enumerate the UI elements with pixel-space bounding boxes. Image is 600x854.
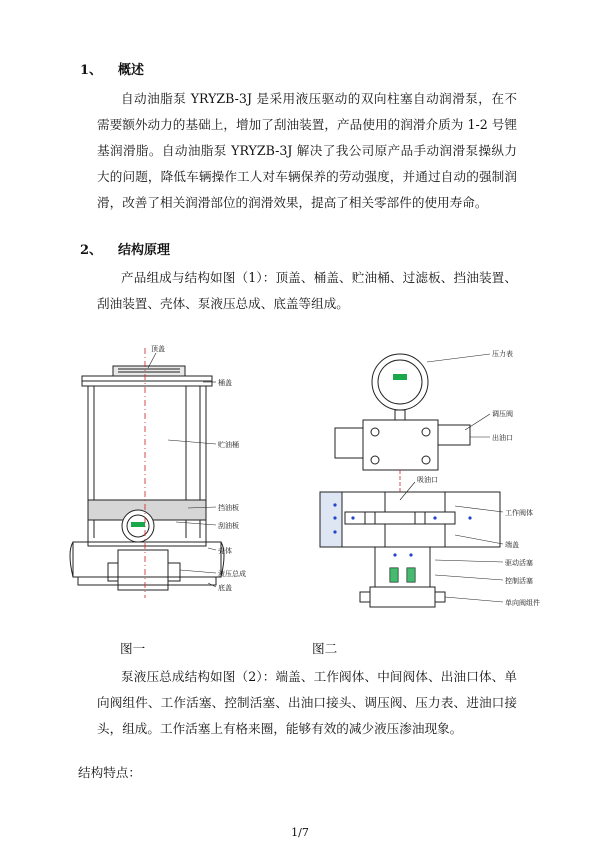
- section2-heading: [80, 239, 170, 258]
- section1-paragraph: 自动油脂泵 YRYZB-3J 是采用液压驱动的双向柱塞自动润滑泵，在不需要额外动力的基础上，增加了刮油装置，产品使用的润滑介质为 1-2 号锂基润滑脂。自动油脂泵 YRYZB-3J 解决了我公司原产品手动润滑泵操纵力大的问题，降低车辆操作工人对车辆保养的劳动强度，并通过自动的强制润滑，改善了相关润滑部位的润滑效果，提高了相关零部件的使用寿命。: [97, 91, 517, 210]
- fig2-label-regvalve: 调压阀: [492, 410, 513, 418]
- fig1-label-scraper: 刮油板: [218, 522, 239, 530]
- section3-paragraph: 泵液压总成结构如图（2）：端盖、工作阀体、中间阀体、出油口体、单向阀组件、工作活塞、控制活塞、出油口接头、调压阀、压力表、进油口接头，组成。工作活塞上有格来圈，能够有效的减少液压渗油现象。: [97, 669, 517, 736]
- figure2-drawing: [305, 340, 550, 630]
- fig1-label-top: 顶盖: [151, 345, 165, 353]
- fig2-label-inlet: 吸油口: [417, 476, 438, 484]
- section1-body: [97, 86, 517, 216]
- section1-title: 概述: [118, 63, 145, 78]
- section2-title: 结构原理: [118, 243, 171, 258]
- fig1-label-housing: 壳体: [218, 547, 232, 555]
- figure1-caption: 图一: [120, 641, 146, 656]
- page-number: 1/7: [291, 826, 309, 839]
- fig2-label-checkvalve: 单向阀组件: [505, 599, 540, 607]
- fig2-label-workbody: 工作阀体: [505, 509, 533, 517]
- figure1-drawing: [68, 338, 278, 603]
- features-title: 结构特点：: [78, 765, 141, 780]
- fig1-label-bottom: 底盖: [218, 584, 232, 592]
- fig2-label-gauge: 压力表: [492, 350, 513, 358]
- fig1-label-hydraulic: 液压总成: [218, 570, 246, 578]
- fig1-label-lid: 桶盖: [218, 379, 232, 387]
- section1-number: 1、: [80, 63, 103, 78]
- fig2-label-ctrlpiston: 控制活塞: [505, 577, 533, 585]
- section3-body: [97, 664, 517, 742]
- section1-heading: [80, 59, 144, 78]
- fig2-label-endcap: 端盖: [505, 541, 519, 549]
- fig1-label-baffle: 挡油板: [218, 504, 239, 512]
- figure2-caption: 图二: [312, 641, 338, 656]
- fig2-label-outlet: 出油口: [492, 434, 513, 442]
- fig1-label-tank: 贮油桶: [218, 441, 239, 449]
- section2-paragraph: 产品组成与结构如图（1）：顶盖、桶盖、贮油桶、过滤板、挡油装置、刮油装置、壳体、泵液压总成、底盖等组成。: [97, 270, 517, 311]
- section2-number: 2、: [80, 243, 103, 258]
- section2-body: [97, 265, 517, 317]
- fig2-label-drivepiston: 驱动活塞: [505, 559, 533, 567]
